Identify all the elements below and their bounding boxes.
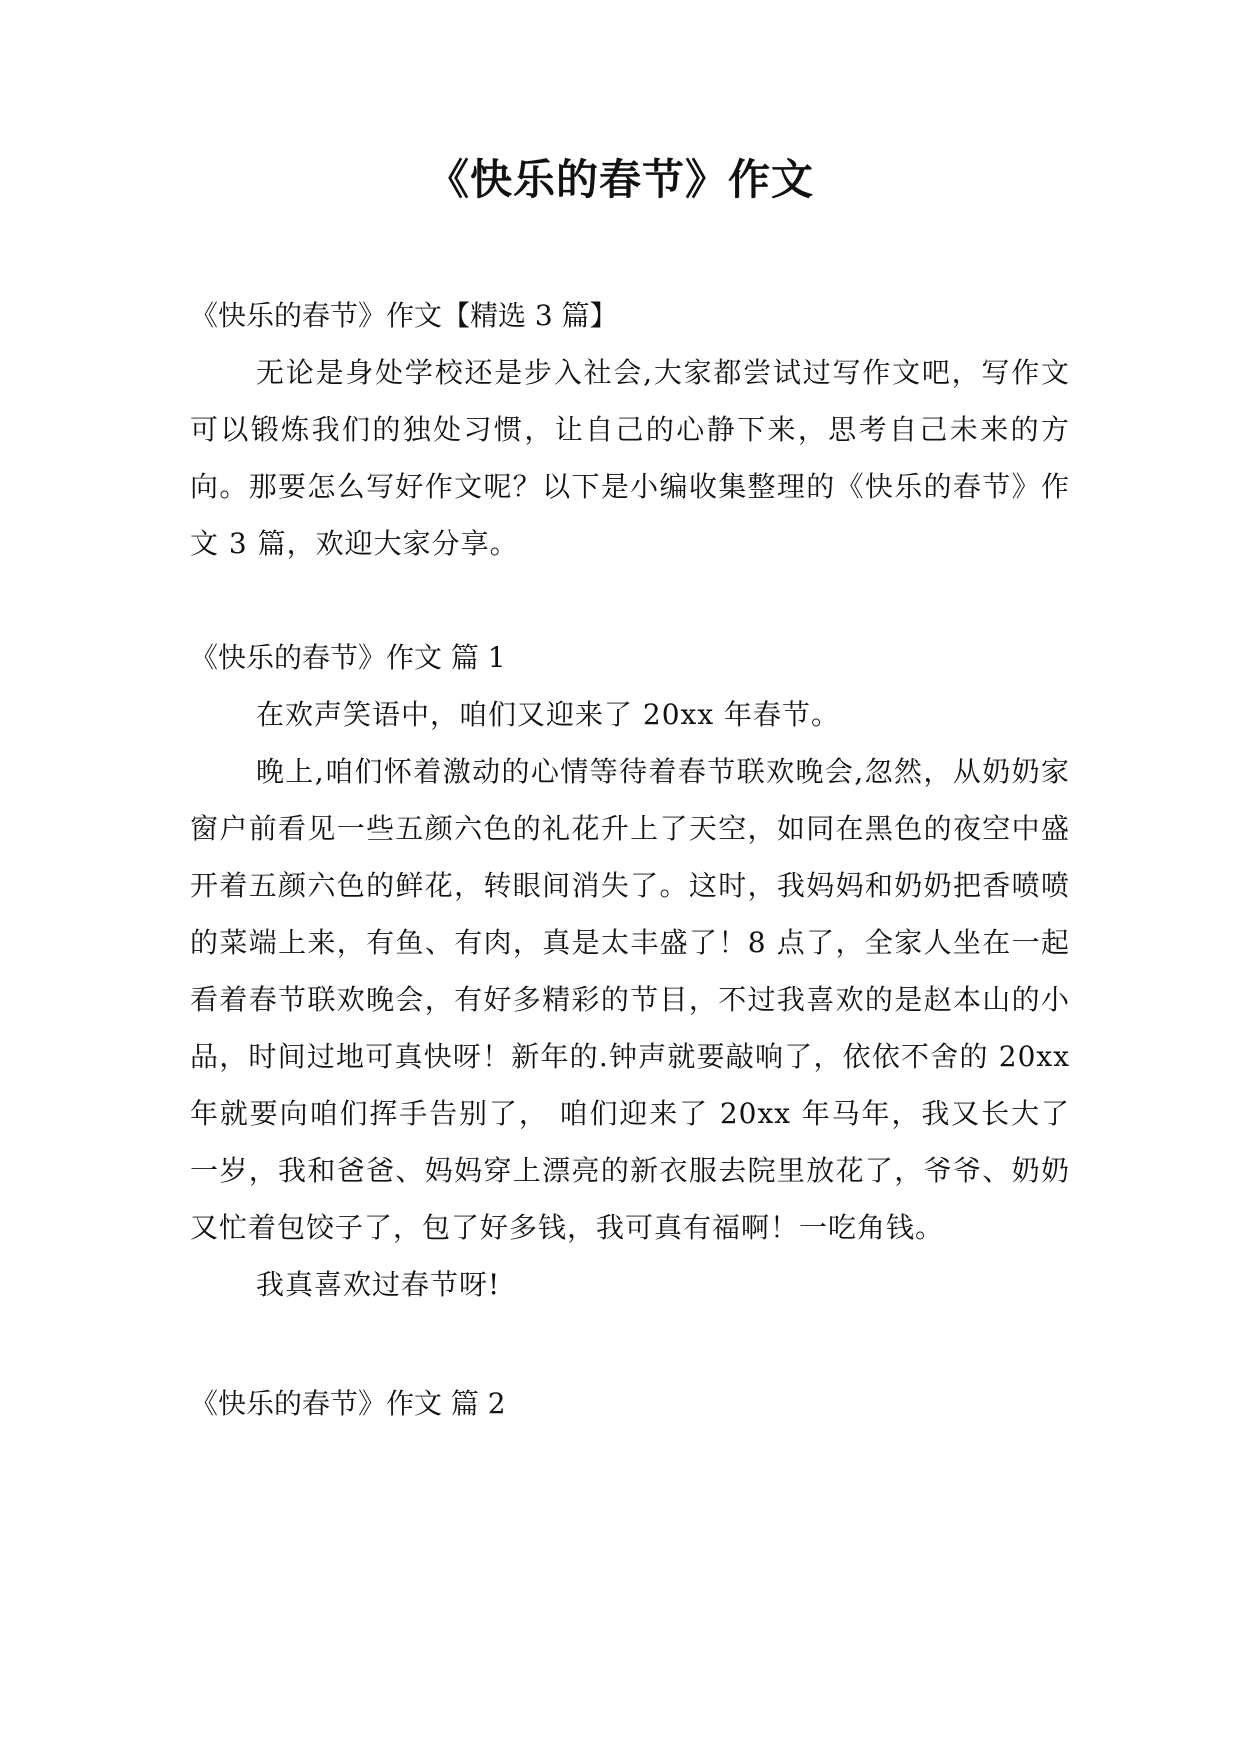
section-heading-2: 《快乐的春节》作文 篇 2: [190, 1387, 506, 1420]
page-title: 《快乐的春节》作文: [426, 155, 814, 204]
document-body: [190, 287, 1070, 1432]
document-subtitle: 《快乐的春节》作文【精选 3 篇】: [190, 299, 618, 332]
section-1-paragraph-1: 在欢声笑语中，咱们又迎来了 20xx 年春节。: [256, 698, 841, 731]
section-1-paragraph-2: 晚上,咱们怀着激动的心情等待着春节联欢晚会,忽然，从奶奶家窗户前看见一些五颜六色的礼花升上了天空，如同在黑色的夜空中盛开着五颜六色的鲜花，转眼间消失了。这时，我妈妈和奶奶把香喷喷的菜端上来，有鱼、有肉，真是太丰盛了！8 点了，全家人坐在一起看着春节联欢晚会，有好多精彩的节目，不过我喜欢的是赵本山的小品，时间过地可真快呀！新年的.钟声就要敲响了，依依不舍的 20xx 年就要向咱们挥手告别了， 咱们迎来了 20xx 年马年，我又长大了一岁，我和爸爸、妈妈穿上漂亮的新衣服去院里放花了，爷爷、奶奶又忙着包饺子了，包了好多钱，我可真有福啊！一吃角钱。: [190, 755, 1070, 1244]
section-heading-1: 《快乐的春节》作文 篇 1: [190, 641, 506, 674]
intro-paragraph: 无论是身处学校还是步入社会,大家都尝试过写作文吧，写作文可以锻炼我们的独处习惯，让自己的心静下来，思考自己未来的方向。那要怎么写好作文呢？以下是小编收集整理的《快乐的春节》作文 3 篇，欢迎大家分享。: [190, 356, 1070, 560]
section-1-paragraph-3: 我真喜欢过春节呀!: [256, 1268, 501, 1301]
